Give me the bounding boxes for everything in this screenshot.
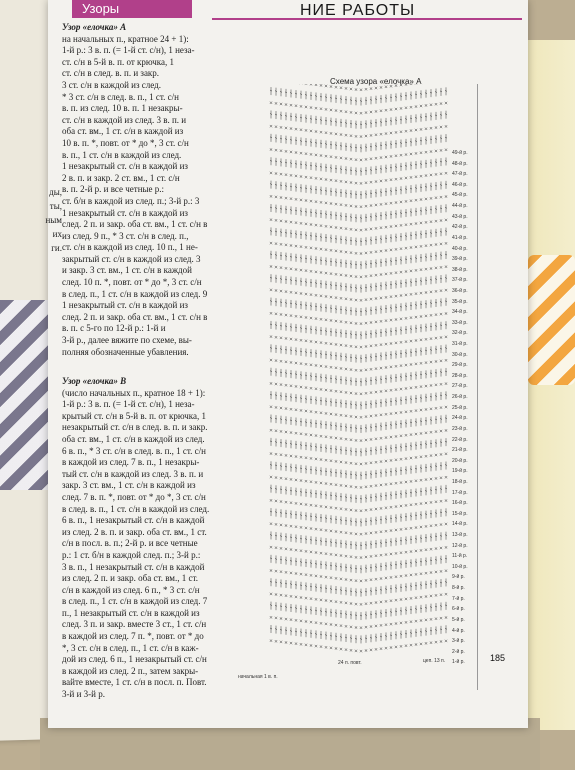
pattern-b-line: с/н в посл. в. п.; 2-й р. и все четные — [62, 538, 198, 549]
row-label: 3-й р. — [452, 638, 465, 645]
row-label: 41-й р. — [452, 234, 468, 241]
pattern-b-line: дой из след. 6 п., 1 незакрытый ст. с/н — [62, 654, 207, 665]
pattern-b-line: в каждой из след. 2 п., затем закры- — [62, 665, 199, 676]
row-label: 5-й р. — [452, 616, 465, 623]
left-text-line: ды, — [49, 187, 62, 197]
pattern-a-text — [62, 22, 238, 358]
pattern-a-line: оба ст. вм., 1 ст. с/н в каждой из — [62, 126, 184, 137]
pattern-a-line: ст. с/н в каждой из след. 3 в. п. и — [62, 114, 187, 125]
pattern-b-line: след. 3 п. и закр. вместе 3 ст., 1 ст. с/н — [62, 619, 207, 630]
pattern-a-line: и закр. 3 ст. вм., 1 ст. с/н в каждой — [62, 265, 192, 276]
pattern-b-line: п., 1 незакрытый ст. с/н в каждой из — [62, 607, 200, 618]
row-label: 16-й р. — [452, 500, 468, 507]
pattern-a-line: 3-й р., далее вяжите по схеме, вы- — [62, 335, 192, 346]
row-label: 6-й р. — [452, 606, 465, 613]
pattern-b-line: оба ст. вм., 1 ст. с/н в каждой из след. — [62, 433, 205, 444]
row-label: 36-й р. — [452, 287, 468, 294]
pattern-b-line: с/н в каждой из след. 6 п., * 3 ст. с/н — [62, 584, 200, 595]
knit-swatch-photo — [0, 300, 52, 490]
left-text-line: ги. — [51, 243, 62, 253]
pattern-b-line: 6 в. п., 1 незакрытый ст. с/н в каждой — [62, 515, 205, 526]
diagram-title: Схема узора «елочка» А — [330, 77, 422, 86]
row-label: 19-й р. — [452, 468, 468, 475]
row-label: 26-й р. — [452, 394, 468, 401]
row-label: 47-й р. — [452, 171, 468, 178]
crochet-diagram — [267, 84, 478, 690]
pattern-a-title: Узор «елочка» А — [62, 22, 127, 32]
pattern-b-line: след. 7 в. п. *, повт. от * до *, 3 ст. с/н — [62, 491, 206, 502]
row-label: 43-й р. — [452, 213, 468, 220]
pattern-a-line: ст. с/н в 5-й в. п. от крючка, 1 — [62, 56, 175, 67]
pattern-b-line: в след. п., 1 ст. с/н в каждой из след. 7 — [62, 596, 208, 607]
bottom-right-label: цеп. 13 п. — [423, 658, 446, 664]
section-tab: Узоры — [72, 0, 192, 18]
pattern-b-line: в каждой из след. 7 в. п., 1 незакры- — [62, 457, 200, 468]
pattern-b-line: *, 3 ст. с/н в след. п., 1 ст. с/н в каж- — [62, 642, 199, 653]
pattern-a-line: полняя обозначенные убавления. — [62, 346, 189, 357]
row-label: 21-й р. — [452, 447, 468, 454]
row-label: 9-й р. — [452, 574, 465, 581]
pattern-a-line: 10 в. п. *, повт. от * до *, 3 ст. с/н — [62, 137, 189, 148]
row-label: 46-й р. — [452, 181, 468, 188]
row-label: 31-й р. — [452, 341, 468, 348]
pattern-a-line: 1 незакрытый ст. с/н в каждой из — [62, 300, 188, 311]
pattern-a-lines — [62, 34, 238, 359]
pattern-b-line: незакрытый ст. с/н в след. в. п. и закр. — [62, 422, 208, 433]
pattern-a-line: в. п. 2-й р. и все четные р.: — [62, 184, 165, 195]
row-label: 30-й р. — [452, 351, 468, 358]
pattern-b-line: из след. 2 в. п. и закр. оба ст. вм., 1 ст. — [62, 526, 207, 537]
row-label: 18-й р. — [452, 478, 468, 485]
pattern-a-line: 1 незакрытый ст. с/н в каждой из — [62, 207, 188, 218]
row-label: 4-й р. — [452, 627, 465, 634]
left-text-line: ты, — [49, 201, 62, 211]
crochet-chart-svg — [267, 84, 452, 669]
pattern-a-line: в. п. из след. 10 в. п. 1 незакры- — [62, 103, 183, 114]
pattern-b-line: 3 в. п., 1 незакрытый ст. с/н в каждой — [62, 561, 205, 572]
pattern-a-line: из след. 9 п., * 3 ст. с/н в след. п., — [62, 230, 189, 241]
row-label: 29-й р. — [452, 362, 468, 369]
chevron-stitches — [270, 84, 447, 652]
pattern-a-line: в. п., 1 ст. с/н в каждой из след. — [62, 149, 182, 160]
row-label: 13-й р. — [452, 532, 468, 539]
row-label: 48-й р. — [452, 160, 468, 167]
pattern-a-line: в след. п., 1 ст. с/н в каждой из след. 9 — [62, 288, 208, 299]
pattern-b-line: вайте вместе, 1 ст. с/н в посл. п. Повт. — [62, 677, 207, 688]
row-label: 45-й р. — [452, 192, 468, 199]
row-label: 10-й р. — [452, 563, 468, 570]
row-label: 17-й р. — [452, 489, 468, 496]
pattern-a-line: закрытый ст. с/н в каждой из след. 3 — [62, 253, 201, 264]
row-label: 42-й р. — [452, 224, 468, 231]
page-number: 185 — [490, 653, 506, 663]
bottom-center-label: 24 п. повт. — [338, 660, 362, 666]
pattern-b-line: 1-й р.: 3 в. п. (= 1-й ст. с/н), 1 неза- — [62, 399, 195, 410]
row-label: 14-й р. — [452, 521, 468, 528]
right-page-edge — [520, 40, 575, 730]
pattern-a-line: * 3 ст. с/н в след. в. п., 1 ст. с/н — [62, 91, 179, 102]
pattern-b-line: закр. 3 ст. вм., 1 ст. с/н в каждой из — [62, 480, 196, 491]
row-label: 24-й р. — [452, 415, 468, 422]
pattern-a-line: на начальных п., кратное 24 + 1): — [62, 33, 189, 44]
pattern-a-line: след. 2 п. и закр. оба ст. вм., 1 ст. с/н в — [62, 311, 208, 322]
row-label: 22-й р. — [452, 436, 468, 443]
left-text-line: их — [52, 229, 62, 239]
pattern-b-line: крытый ст. с/н в 5-й в. п. от крючка, 1 — [62, 410, 206, 421]
pattern-b-line: в каждой из след. 7 п. *, повт. от * до — [62, 631, 204, 642]
row-label: 40-й р. — [452, 245, 468, 252]
pattern-b-line: в след. в. п., 1 ст. с/н в каждой из след. — [62, 503, 210, 514]
bottom-left-label: начальная 1 в. п. — [238, 674, 278, 680]
row-label: 34-й р. — [452, 309, 468, 316]
row-label: 15-й р. — [452, 510, 468, 517]
row-label: 20-й р. — [452, 457, 468, 464]
pattern-b-line: р.: 1 ст. б/н в каждой след. п.; 3-й р.: — [62, 549, 201, 560]
pattern-a-line: след. 2 п. и закр. оба ст. вм., 1 ст. с/н в — [62, 219, 208, 230]
left-page-text — [22, 185, 62, 255]
pattern-a-line: 1 незакрытый ст. с/н в каждой из — [62, 161, 188, 172]
pattern-a-line: ст. с/н в след. в. п. и закр. — [62, 68, 160, 79]
row-label: 32-й р. — [452, 330, 468, 337]
row-label: 39-й р. — [452, 256, 468, 263]
pattern-b-line: (число начальных п., кратное 18 + 1): — [62, 387, 206, 398]
pattern-b-text — [62, 376, 238, 701]
row-label: 7-й р. — [452, 595, 465, 602]
row-label: 2-й р. — [452, 648, 465, 655]
pattern-a-line: ст. с/н в каждой из след. 10 п., 1 не- — [62, 242, 198, 253]
row-label: 27-й р. — [452, 383, 468, 390]
row-label: 23-й р. — [452, 425, 468, 432]
orange-swatch-photo — [528, 255, 575, 385]
pattern-b-line: из след. 2 п. и закр. оба ст. вм., 1 ст. — [62, 573, 198, 584]
pattern-a-line: 2 в. п. и закр. 2 ст. вм., 1 ст. с/н — [62, 172, 180, 183]
pattern-b-line: тый ст. с/н в каждой из след. 3 в. п. и — [62, 468, 204, 479]
row-label: 38-й р. — [452, 266, 468, 273]
pattern-a-line: в. п. с 5-го по 12-й р.: 1-й и — [62, 323, 166, 334]
row-label: 35-й р. — [452, 298, 468, 305]
row-label: 8-й р. — [452, 585, 465, 592]
row-label: 1-й р. — [452, 659, 465, 666]
row-label: 12-й р. — [452, 542, 468, 549]
pattern-a-line: след. 10 п. *, повт. от * до *, 3 ст. с/н — [62, 277, 202, 288]
pattern-b-title: Узор «елочка» В — [62, 376, 127, 386]
row-label: 25-й р. — [452, 404, 468, 411]
row-label: 28-й р. — [452, 372, 468, 379]
row-label: 11-й р. — [452, 553, 468, 560]
row-label: 44-й р. — [452, 203, 468, 210]
page-title: НИЕ РАБОТЫ — [300, 2, 416, 19]
pattern-b-lines — [62, 388, 238, 701]
pattern-a-line: 1-й р.: 3 в. п. (= 1-й ст. с/н), 1 неза- — [62, 45, 195, 56]
pattern-b-line: 6 в. п., * 3 ст. с/н в след. в. п., 1 ст. с/н — [62, 445, 206, 456]
pattern-a-line: ст. б/н в каждой из след. п.; 3-й р.: 3 — [62, 195, 200, 206]
row-label: 37-й р. — [452, 277, 468, 284]
row-label: 49-й р. — [452, 150, 468, 156]
left-text-line: ным — [45, 215, 62, 225]
pattern-b-line: 3-й и 3-й р. — [62, 689, 105, 700]
pattern-a-line: 3 ст. с/н в каждой из след. — [62, 79, 161, 90]
row-label: 33-й р. — [452, 319, 468, 326]
